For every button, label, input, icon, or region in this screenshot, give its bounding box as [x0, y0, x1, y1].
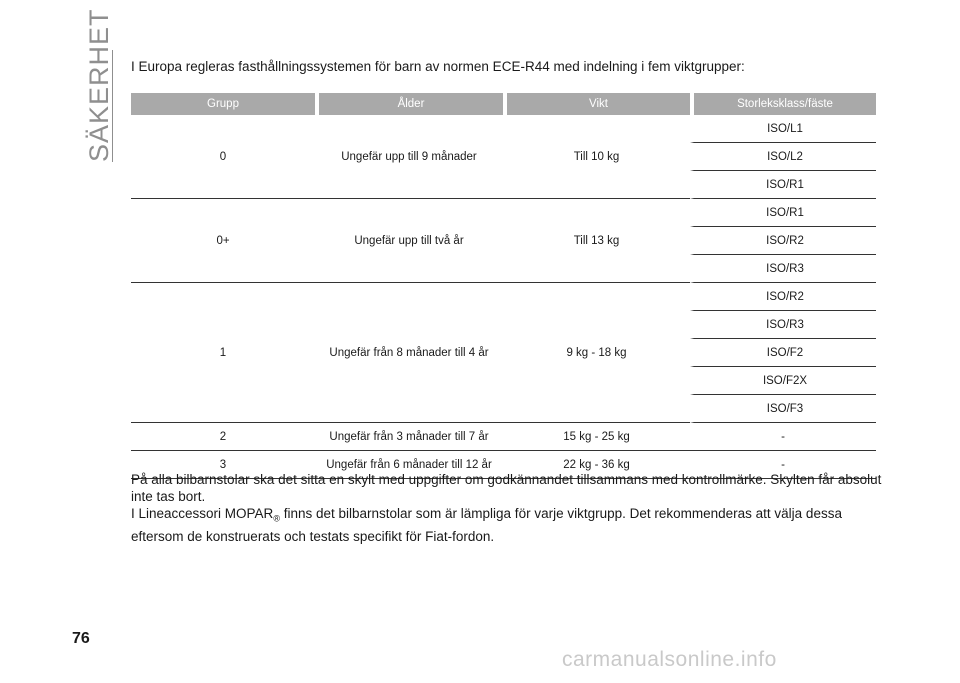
mopar-text-end: finns det bilbarnstolar som är lämpliga för varje viktgrupp. Det rekommenderas att välja dessa eftersom de konstruerats och testats specifikt för Fiat-fordon. — [131, 506, 842, 544]
cell-size: ISO/F2X — [690, 367, 876, 395]
cell-group: 0+ — [131, 199, 315, 283]
closing-text — [131, 471, 891, 545]
cell-weight: 22 kg - 36 kg — [503, 451, 690, 479]
mopar-paragraph — [131, 505, 891, 545]
table-row — [131, 423, 876, 451]
header-age: Ålder — [315, 93, 503, 115]
intro-paragraph: I Europa regleras fasthållningssystemen för barn av normen ECE-R44 med indelning i fem viktgrupper: — [131, 59, 745, 74]
table-header-row — [131, 93, 876, 115]
cell-age: Ungefär från 3 månader till 7 år — [315, 423, 503, 451]
watermark: carmanualsonline.info — [562, 648, 777, 671]
section-title: SÄKERHET — [84, 8, 114, 162]
mopar-text-start: I Lineaccessori MOPAR — [131, 506, 274, 521]
cell-group: 3 — [131, 451, 315, 479]
cell-age: Ungefär från 6 månader till 12 år — [315, 451, 503, 479]
cell-age: Ungefär från 8 månader till 4 år — [315, 283, 503, 423]
cell-group: 2 — [131, 423, 315, 451]
cell-weight: Till 10 kg — [503, 115, 690, 199]
cell-weight: 15 kg - 25 kg — [503, 423, 690, 451]
approval-label-paragraph: På alla bilbarnstolar ska det sitta en skylt med uppgifter om godkännandet tillsammans med kontrollmärke. Skylten får absolut inte tas bort. — [131, 472, 882, 504]
cell-size: ISO/R1 — [690, 171, 876, 199]
cell-size: ISO/L2 — [690, 143, 876, 171]
page-number: 76 — [72, 630, 90, 647]
cell-size: - — [690, 451, 876, 479]
header-group: Grupp — [131, 93, 315, 115]
cell-size: ISO/R1 — [690, 199, 876, 227]
cell-weight: 9 kg - 18 kg — [503, 283, 690, 423]
cell-size: ISO/R3 — [690, 255, 876, 283]
table-row — [131, 199, 876, 227]
cell-size: ISO/R2 — [690, 227, 876, 255]
cell-size: ISO/R3 — [690, 311, 876, 339]
table-row — [131, 283, 876, 311]
cell-size: ISO/F2 — [690, 339, 876, 367]
cell-group: 0 — [131, 115, 315, 199]
registered-mark: ® — [273, 513, 280, 524]
cell-size: ISO/R2 — [690, 283, 876, 311]
header-weight: Vikt — [503, 93, 690, 115]
table-row — [131, 115, 876, 143]
child-restraint-table — [131, 93, 876, 479]
cell-size: ISO/L1 — [690, 115, 876, 143]
cell-weight: Till 13 kg — [503, 199, 690, 283]
cell-age: Ungefär upp till 9 månader — [315, 115, 503, 199]
header-size-class: Storleksklass/fäste — [690, 93, 876, 115]
cell-size: - — [690, 423, 876, 451]
cell-age: Ungefär upp till två år — [315, 199, 503, 283]
cell-group: 1 — [131, 283, 315, 423]
cell-size: ISO/F3 — [690, 395, 876, 423]
